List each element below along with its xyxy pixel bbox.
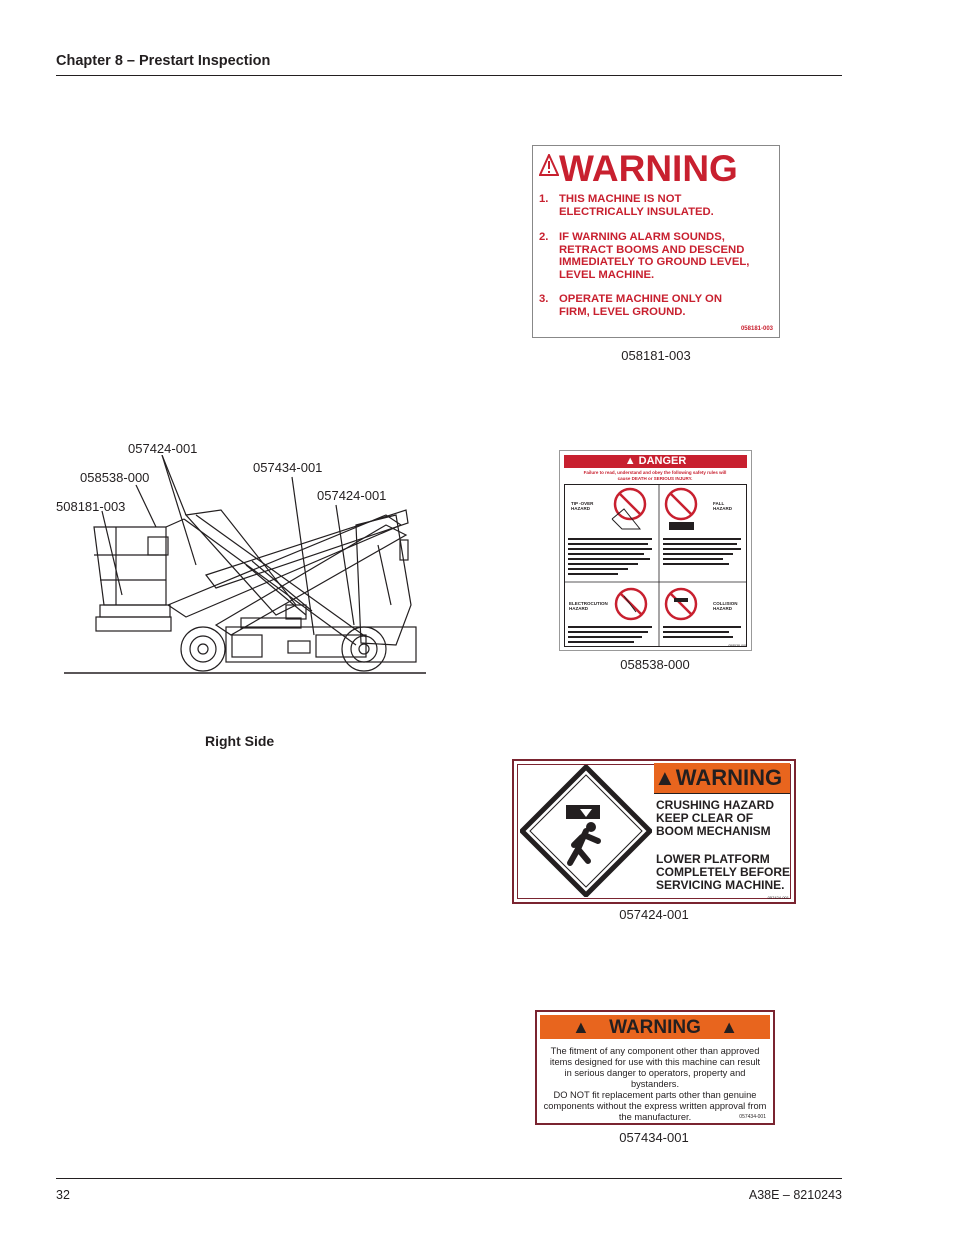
electrocution-hazard-icon: [616, 589, 646, 619]
view-label: Right Side: [205, 733, 275, 749]
collision-hazard-icon: [666, 589, 696, 619]
decal-code: 058538-000: [728, 644, 747, 648]
boom-lift-illustration: [56, 455, 436, 680]
leader-line: [162, 455, 186, 515]
crushing-hazard-icon: [520, 765, 652, 897]
decal-title: ▲WARNING: [654, 763, 790, 794]
decal-caption: 057434-001: [619, 1130, 689, 1145]
decal-item-3: 3. OPERATE MACHINE ONLY ON FIRM, LEVEL GROUND.: [539, 293, 722, 318]
leader-line: [336, 505, 354, 625]
decal-code: 057434-001: [739, 1114, 766, 1120]
decal-text-block: CRUSHING HAZARD KEEP CLEAR OF BOOM MECHANISM: [656, 798, 774, 838]
danger-decal: [559, 450, 752, 651]
header-rule: [56, 75, 842, 76]
hazard-label: COLLISION HAZARD: [713, 601, 738, 611]
warning-electrical-decal: [532, 145, 780, 338]
document-id: A38E – 8210243: [748, 1188, 842, 1202]
callout-label: 058538-000: [80, 470, 150, 485]
tip-over-hazard-icon: [612, 489, 645, 529]
decal-caption: 057424-001: [619, 907, 689, 922]
leader-line: [102, 511, 122, 595]
warning-triangle-icon: [539, 154, 559, 176]
decal-title: ▲ DANGER: [564, 455, 747, 468]
warning-triangle-icon: ▲: [720, 1017, 739, 1037]
warning-triangle-icon: ▲: [654, 765, 676, 790]
hazard-label: ELECTROCUTION HAZARD: [569, 601, 608, 611]
callout-label: 057424-001: [317, 488, 387, 503]
footer-rule: [56, 1178, 842, 1179]
decal-subtitle: Failure to read, understand and obey the following safety rules will cause DEATH or SERIOUS INJURY.: [583, 470, 727, 481]
decal-title: WARNING: [559, 148, 738, 189]
page-number: 32: [56, 1188, 70, 1202]
warning-triangle-icon: ▲: [624, 455, 639, 467]
callout-label: 057424-001: [128, 441, 198, 456]
fall-hazard-icon: [666, 489, 696, 530]
leader-line: [136, 485, 156, 527]
crushing-hazard-decal: [512, 759, 796, 904]
callout-label: 057434-001: [253, 460, 323, 475]
decal-body: The fitment of any component other than approved items designed for use with this machine can result in serious danger to operators, property and bystanders. DO NOT fit replacement parts other than genuine components without the express written approval from the manufacturer.: [543, 1046, 767, 1122]
decal-item-2: 2. IF WARNING ALARM SOUNDS, RETRACT BOOMS AND DESCEND IMMEDIATELY TO GROUND LEVEL, LEVEL MACHINE.: [539, 231, 750, 281]
decal-code: 057424-001: [767, 895, 789, 900]
warning-triangle-icon: ▲: [571, 1017, 590, 1037]
fitment-warning-decal: [535, 1010, 775, 1125]
decal-item-1: 1. THIS MACHINE IS NOT ELECTRICALLY INSULATED.: [539, 193, 714, 218]
danger-hazard-grid: [564, 484, 747, 647]
decal-code: 058181-003: [740, 326, 773, 332]
decal-caption: 058181-003: [621, 348, 691, 363]
decal-title: ▲ WARNING ▲: [540, 1015, 770, 1039]
hazard-label: TIP -OVER HAZARD: [571, 501, 594, 511]
hazard-label: FALL HAZARD: [713, 501, 732, 511]
decal-text-block: LOWER PLATFORM COMPLETELY BEFORE SERVICING MACHINE.: [656, 852, 791, 892]
callout-label: 508181-003: [56, 499, 126, 514]
chapter-header: Chapter 8 – Prestart Inspection: [56, 53, 271, 69]
decal-caption: 058538-000: [620, 657, 690, 672]
